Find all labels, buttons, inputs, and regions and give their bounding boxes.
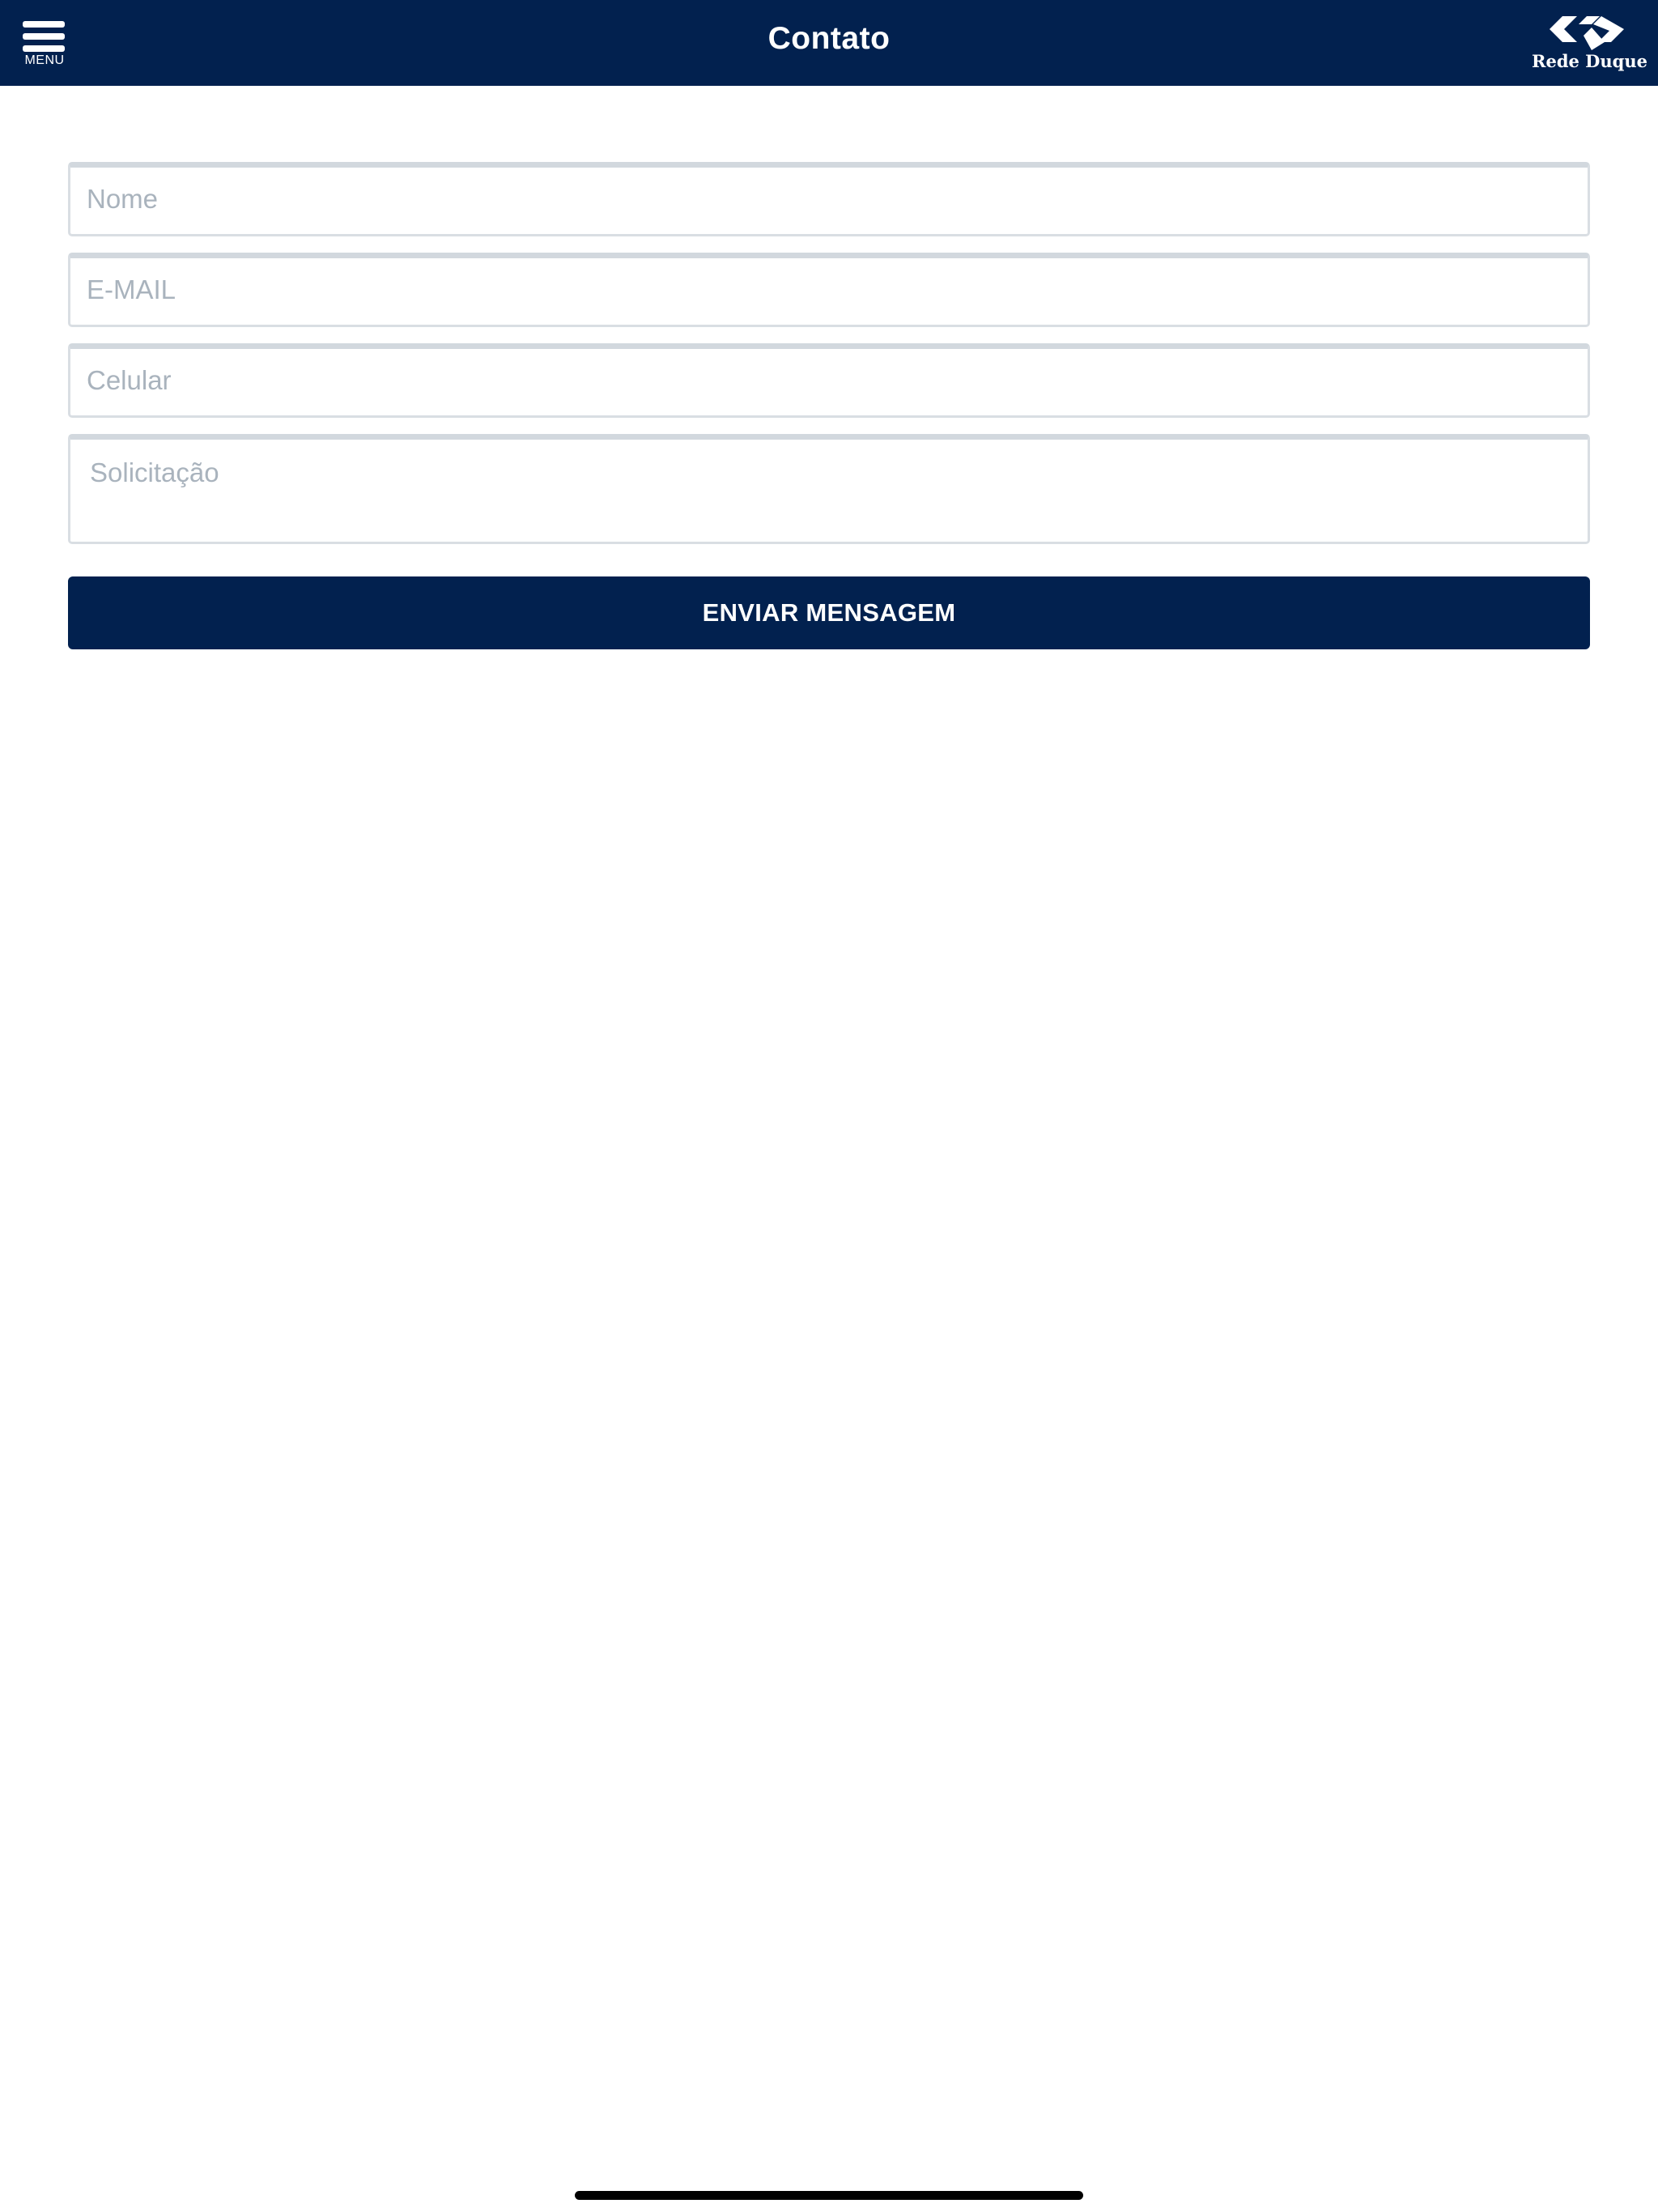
brand-logo xyxy=(1532,11,1647,76)
request-textarea-placeholder: Solicitação xyxy=(90,457,219,487)
request-textarea[interactable] xyxy=(68,434,1590,544)
rede-duque-logo-icon xyxy=(1546,13,1627,52)
send-message-button[interactable]: ENVIAR MENSAGEM xyxy=(68,576,1590,649)
home-indicator xyxy=(575,2191,1083,2200)
name-field[interactable] xyxy=(68,162,1590,236)
name-field-placeholder: Nome xyxy=(87,184,159,214)
email-field-placeholder: E-MAIL xyxy=(87,274,176,304)
phone-field[interactable] xyxy=(68,343,1590,418)
brand-name: Rede Duque xyxy=(1532,51,1647,71)
page-title: Contato xyxy=(767,21,891,56)
phone-field-placeholder: Celular xyxy=(87,365,172,395)
email-field[interactable] xyxy=(68,253,1590,327)
top-navigation-bar xyxy=(0,0,1658,86)
menu-label: MENU xyxy=(24,53,65,67)
